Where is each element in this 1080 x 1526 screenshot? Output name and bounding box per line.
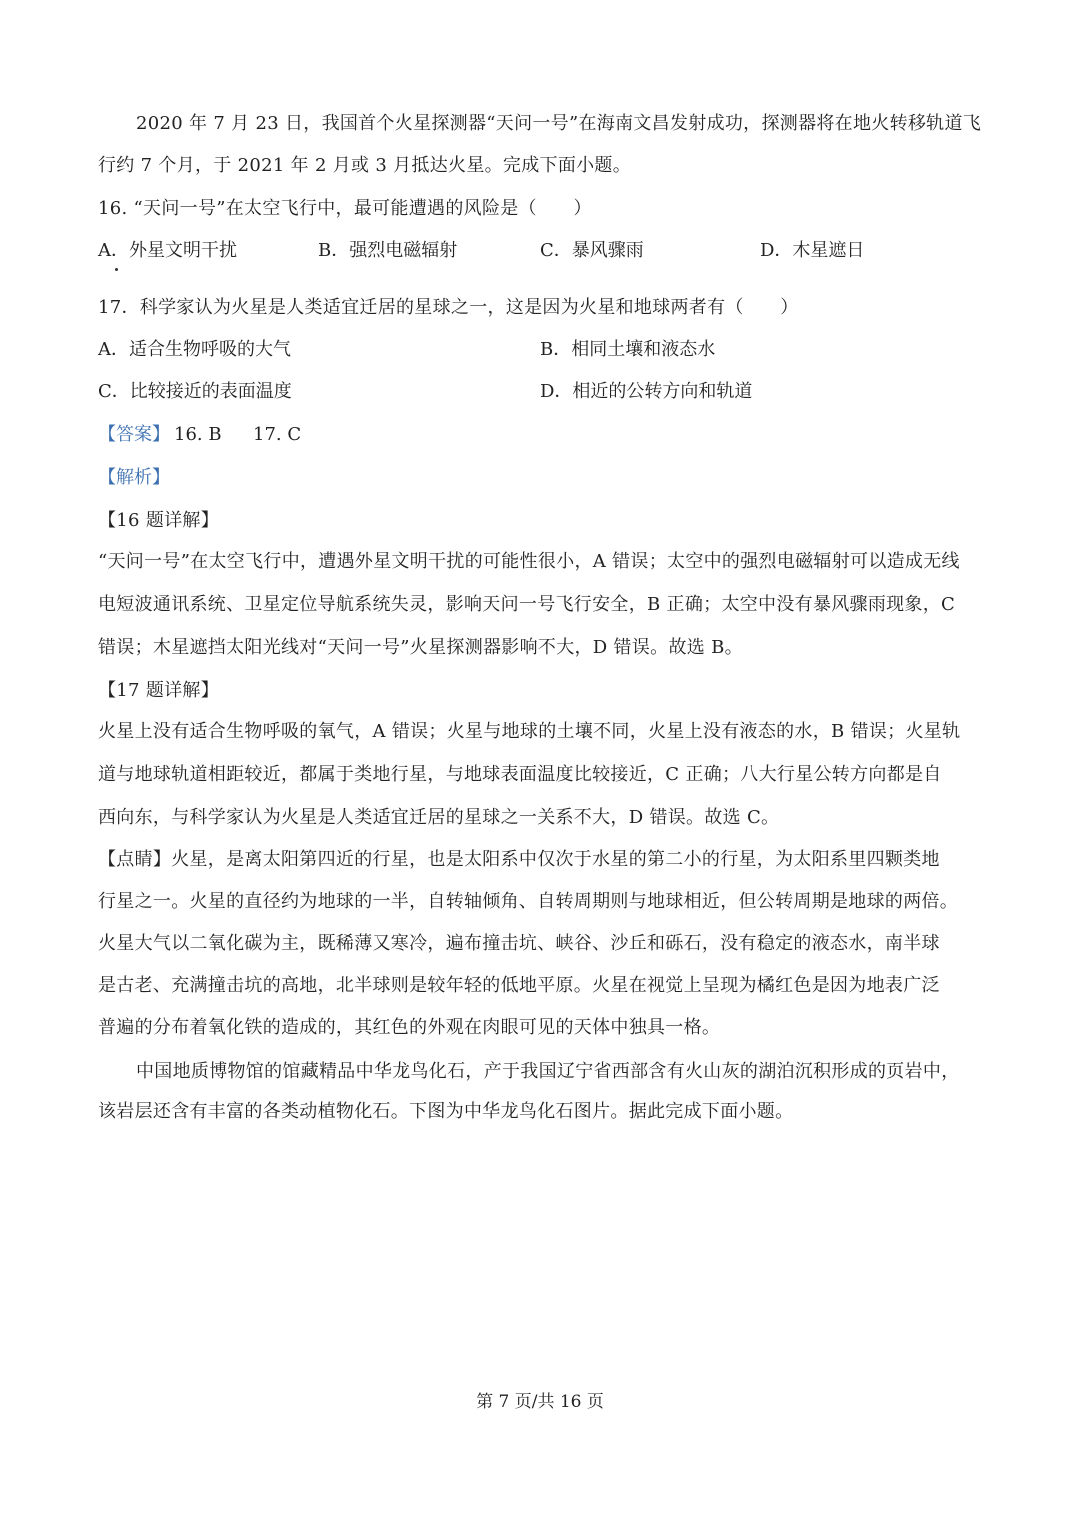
answer-16: 16. B xyxy=(174,424,222,445)
answer-label: 【答案】 xyxy=(98,424,170,445)
tip-line: 【点睛】火星，是离太阳第四近的行星，也是太阳系中仅次于水星的第二小的行星，为太阳系里四颗类地 xyxy=(98,849,940,870)
q16-option-d: D．木星遮日 xyxy=(760,240,865,261)
q17-option-a: A．适合生物呼吸的大气 xyxy=(98,339,291,360)
q17-option-d: D．相近的公转方向和轨道 xyxy=(540,381,753,402)
detail17-line: 道与地球轨道相距较近，都属于类地行星，与地球表面温度比较接近，C 正确；八大行星公转方向都是自 xyxy=(98,764,942,785)
answer-17: 17. C xyxy=(253,424,302,445)
passage2-line2: 该岩层还含有丰富的各类动植物化石。下图为中华龙鸟化石图片。据此完成下面小题。 xyxy=(98,1101,794,1122)
detail16-line: 电短波通讯系统、卫星定位导航系统失灵，影响天问一号飞行安全，B 正确；太空中没有暴风骤雨现象，C xyxy=(98,594,956,615)
q16-option-c: C．暴风骤雨 xyxy=(540,240,644,261)
detail16-line: 错误；木星遮挡太阳光线对“天问一号”火星探测器影响不大，D 错误。故选 B。 xyxy=(98,637,743,658)
q16-stem: 16. “天问一号”在太空飞行中，最可能遭遇的风险是（ ） xyxy=(98,198,592,219)
q16-option-a: A．外星文明干扰 xyxy=(98,240,237,261)
page-number: 第 7 页/共 16 页 xyxy=(476,1392,604,1412)
q17-stem: 17．科学家认为火星是人类适宜迁居的星球之一，这是因为火星和地球两者有（ ） xyxy=(98,297,799,318)
tip-line: 普遍的分布着氧化铁的造成的，其红色的外观在肉眼可见的天体中独具一格。 xyxy=(98,1017,721,1038)
detail17-line: 火星上没有适合生物呼吸的氧气，A 错误；火星与地球的土壤不同，火星上没有液态的水，B 错误；火星轨 xyxy=(98,721,961,742)
detail16-line: “天问一号”在太空飞行中，遭遇外星文明干扰的可能性很小，A 错误；太空中的强烈电磁辐射可以造成无线 xyxy=(98,551,960,572)
q17-option-b: B．相同土壤和液态水 xyxy=(540,339,716,360)
detail16-label: 【16 题详解】 xyxy=(98,510,220,531)
passage2-line1: 中国地质博物馆的馆藏精品中华龙鸟化石，产于我国辽宁省西部含有火山灰的湖泊沉积形成的页岩中， xyxy=(136,1061,960,1082)
tip-line: 火星大气以二氧化碳为主，既稀薄又寒冷，遍布撞击坑、峡谷、沙丘和砾石，没有稳定的液态水，南半球 xyxy=(98,933,940,954)
tip-line: 行星之一。火星的直径约为地球的一半，自转轴倾角、自转周期则与地球相近，但公转周期是地球的两倍。 xyxy=(98,891,959,912)
detail17-line: 西向东，与科学家认为火星是人类适宜迁居的星球之一关系不大，D 错误。故选 C。 xyxy=(98,807,780,828)
detail17-label: 【17 题详解】 xyxy=(98,680,220,701)
emphasis-dot xyxy=(115,268,118,271)
passage1-line1: 2020 年 7 月 23 日，我国首个火星探测器“天问一号”在海南文昌发射成功，探测器将在地火转移轨道飞 xyxy=(136,113,982,134)
q17-option-c: C．比较接近的表面温度 xyxy=(98,381,292,402)
analysis-label: 【解析】 xyxy=(98,467,170,488)
tip-line: 是古老、充满撞击坑的高地，北半球则是较年轻的低地平原。火星在视觉上呈现为橘红色是因为地表广泛 xyxy=(98,975,940,996)
passage1-line2: 行约 7 个月，于 2021 年 2 月或 3 月抵达火星。完成下面小题。 xyxy=(98,155,632,176)
q16-option-b: B．强烈电磁辐射 xyxy=(318,240,458,261)
